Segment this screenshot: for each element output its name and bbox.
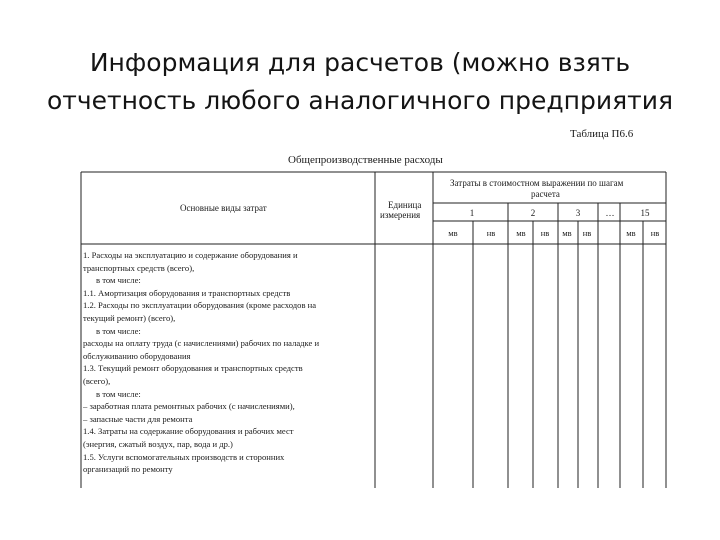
row-7: в том числе: <box>96 325 141 336</box>
row-9: обслуживанию оборудования <box>83 350 191 361</box>
row-10: 1.3. Текущий ремонт оборудования и транспортных средств <box>83 363 303 374</box>
table-number: Таблица П6.6 <box>570 128 634 140</box>
row-11: (всего), <box>83 375 111 386</box>
row-4: 1.1. Амортизация оборудования и транспортных средств <box>83 287 291 298</box>
step-2: 2 <box>530 208 536 218</box>
row-8: расходы на оплату труда (с начислениями) рабочих по наладке и <box>83 338 320 349</box>
header-unit-line-1: Единица <box>388 200 422 210</box>
subcol-15-mv: мв <box>626 228 636 238</box>
slide-title-line-2: отчетность любого аналогичного предприятия <box>47 86 673 115</box>
step-3: 3 <box>575 208 581 218</box>
header-group-line-2: расчета <box>531 189 560 199</box>
row-2: транспортных средств (всего), <box>83 262 195 273</box>
row-15: 1.4. Затраты на содержание оборудования и рабочих мест <box>83 426 294 437</box>
row-6: текущий ремонт) (всего), <box>83 312 176 323</box>
header-main-col: Основные виды затрат <box>180 203 267 213</box>
step-15: 15 <box>640 208 650 218</box>
subcol-2-nv: нв <box>540 228 550 238</box>
row-16: (энергия, сжатый воздух, пар, вода и др.) <box>83 438 233 449</box>
subcol-1-nv: нв <box>486 228 496 238</box>
row-3: в том числе: <box>96 275 141 286</box>
subcol-3-nv: нв <box>582 228 592 238</box>
row-18: организаций по ремонту <box>83 464 173 475</box>
subcol-2-mv: мв <box>516 228 526 238</box>
header-unit-line-2: измерения <box>380 210 421 220</box>
subcol-15-nv: нв <box>650 228 660 238</box>
row-13: – заработная плата ремонтных рабочих (с начислениями), <box>83 401 295 412</box>
step-ellipsis: … <box>605 208 615 218</box>
table-caption: Общепроизводственные расходы <box>288 154 443 166</box>
header-group-line-1: Затраты в стоимостном выражении по шагам <box>450 178 624 188</box>
row-5: 1.2. Расходы по эксплуатации оборудования (кроме расходов на <box>83 300 317 311</box>
row-1: 1. Расходы на эксплуатацию и содержание оборудования и <box>83 250 298 260</box>
row-17: 1.5. Услуги вспомогательных производств и сторонних <box>83 451 285 462</box>
subcol-1-mv: мв <box>448 228 458 238</box>
subcol-3-mv: мв <box>562 228 572 238</box>
cost-items-list <box>83 249 375 476</box>
row-14: – запасные части для ремонта <box>83 413 193 424</box>
slide-title-line-1: Информация для расчетов (можно взять <box>89 48 631 77</box>
step-1: 1 <box>469 208 475 218</box>
row-12: в том числе: <box>96 388 141 399</box>
